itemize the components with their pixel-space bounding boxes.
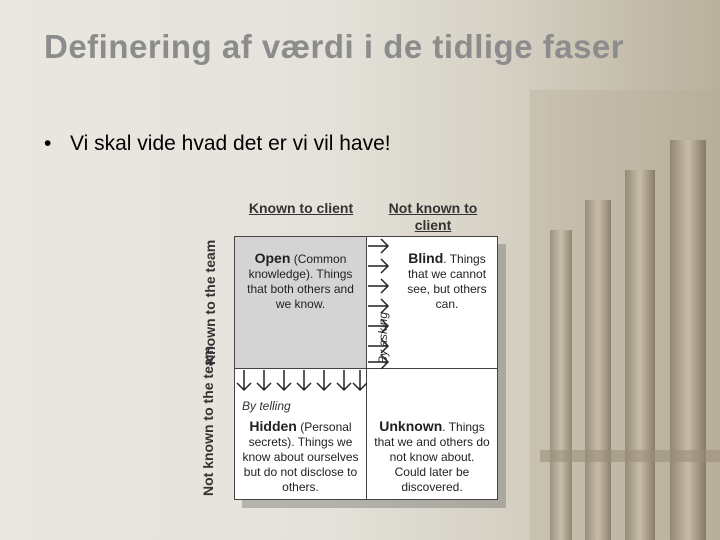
unknown-text: . Things that we and others do not know about. Could later be discovered. <box>374 420 490 494</box>
unknown-quadrant <box>366 368 498 500</box>
open-quadrant <box>234 236 367 369</box>
bullet-item <box>44 132 391 156</box>
bullet-text: Vi skal vide hvad det er vi vil have! <box>70 132 391 155</box>
bullet-dot-icon: • <box>44 132 52 155</box>
open-text: (Common knowledge). Things that both others and we know. <box>247 252 354 311</box>
blind-text: . Things that we cannot see, but others can. <box>407 252 487 311</box>
unknown-heading: Unknown <box>379 418 443 434</box>
blind-heading: Blind <box>408 250 444 266</box>
hidden-heading: Hidden <box>249 418 297 434</box>
hidden-text: (Personal secrets). Things we know about ourselves but do not disclose to others. <box>242 420 359 494</box>
column-header-known: Known to client <box>248 200 354 216</box>
slide-title: Definering af værdi i de tidlige faser <box>44 28 625 65</box>
telling-arrows-icon <box>234 368 367 398</box>
row-header-not-known: Not known to the team <box>200 345 216 496</box>
background-columns <box>530 90 720 540</box>
row-header-known: Known to the team <box>202 239 218 365</box>
johari-window <box>234 236 498 500</box>
by-asking-label: By asking <box>376 311 390 364</box>
by-telling-label: By telling <box>242 399 291 413</box>
open-heading: Open <box>254 250 291 266</box>
column-header-not-known: Not known to client <box>388 200 478 233</box>
